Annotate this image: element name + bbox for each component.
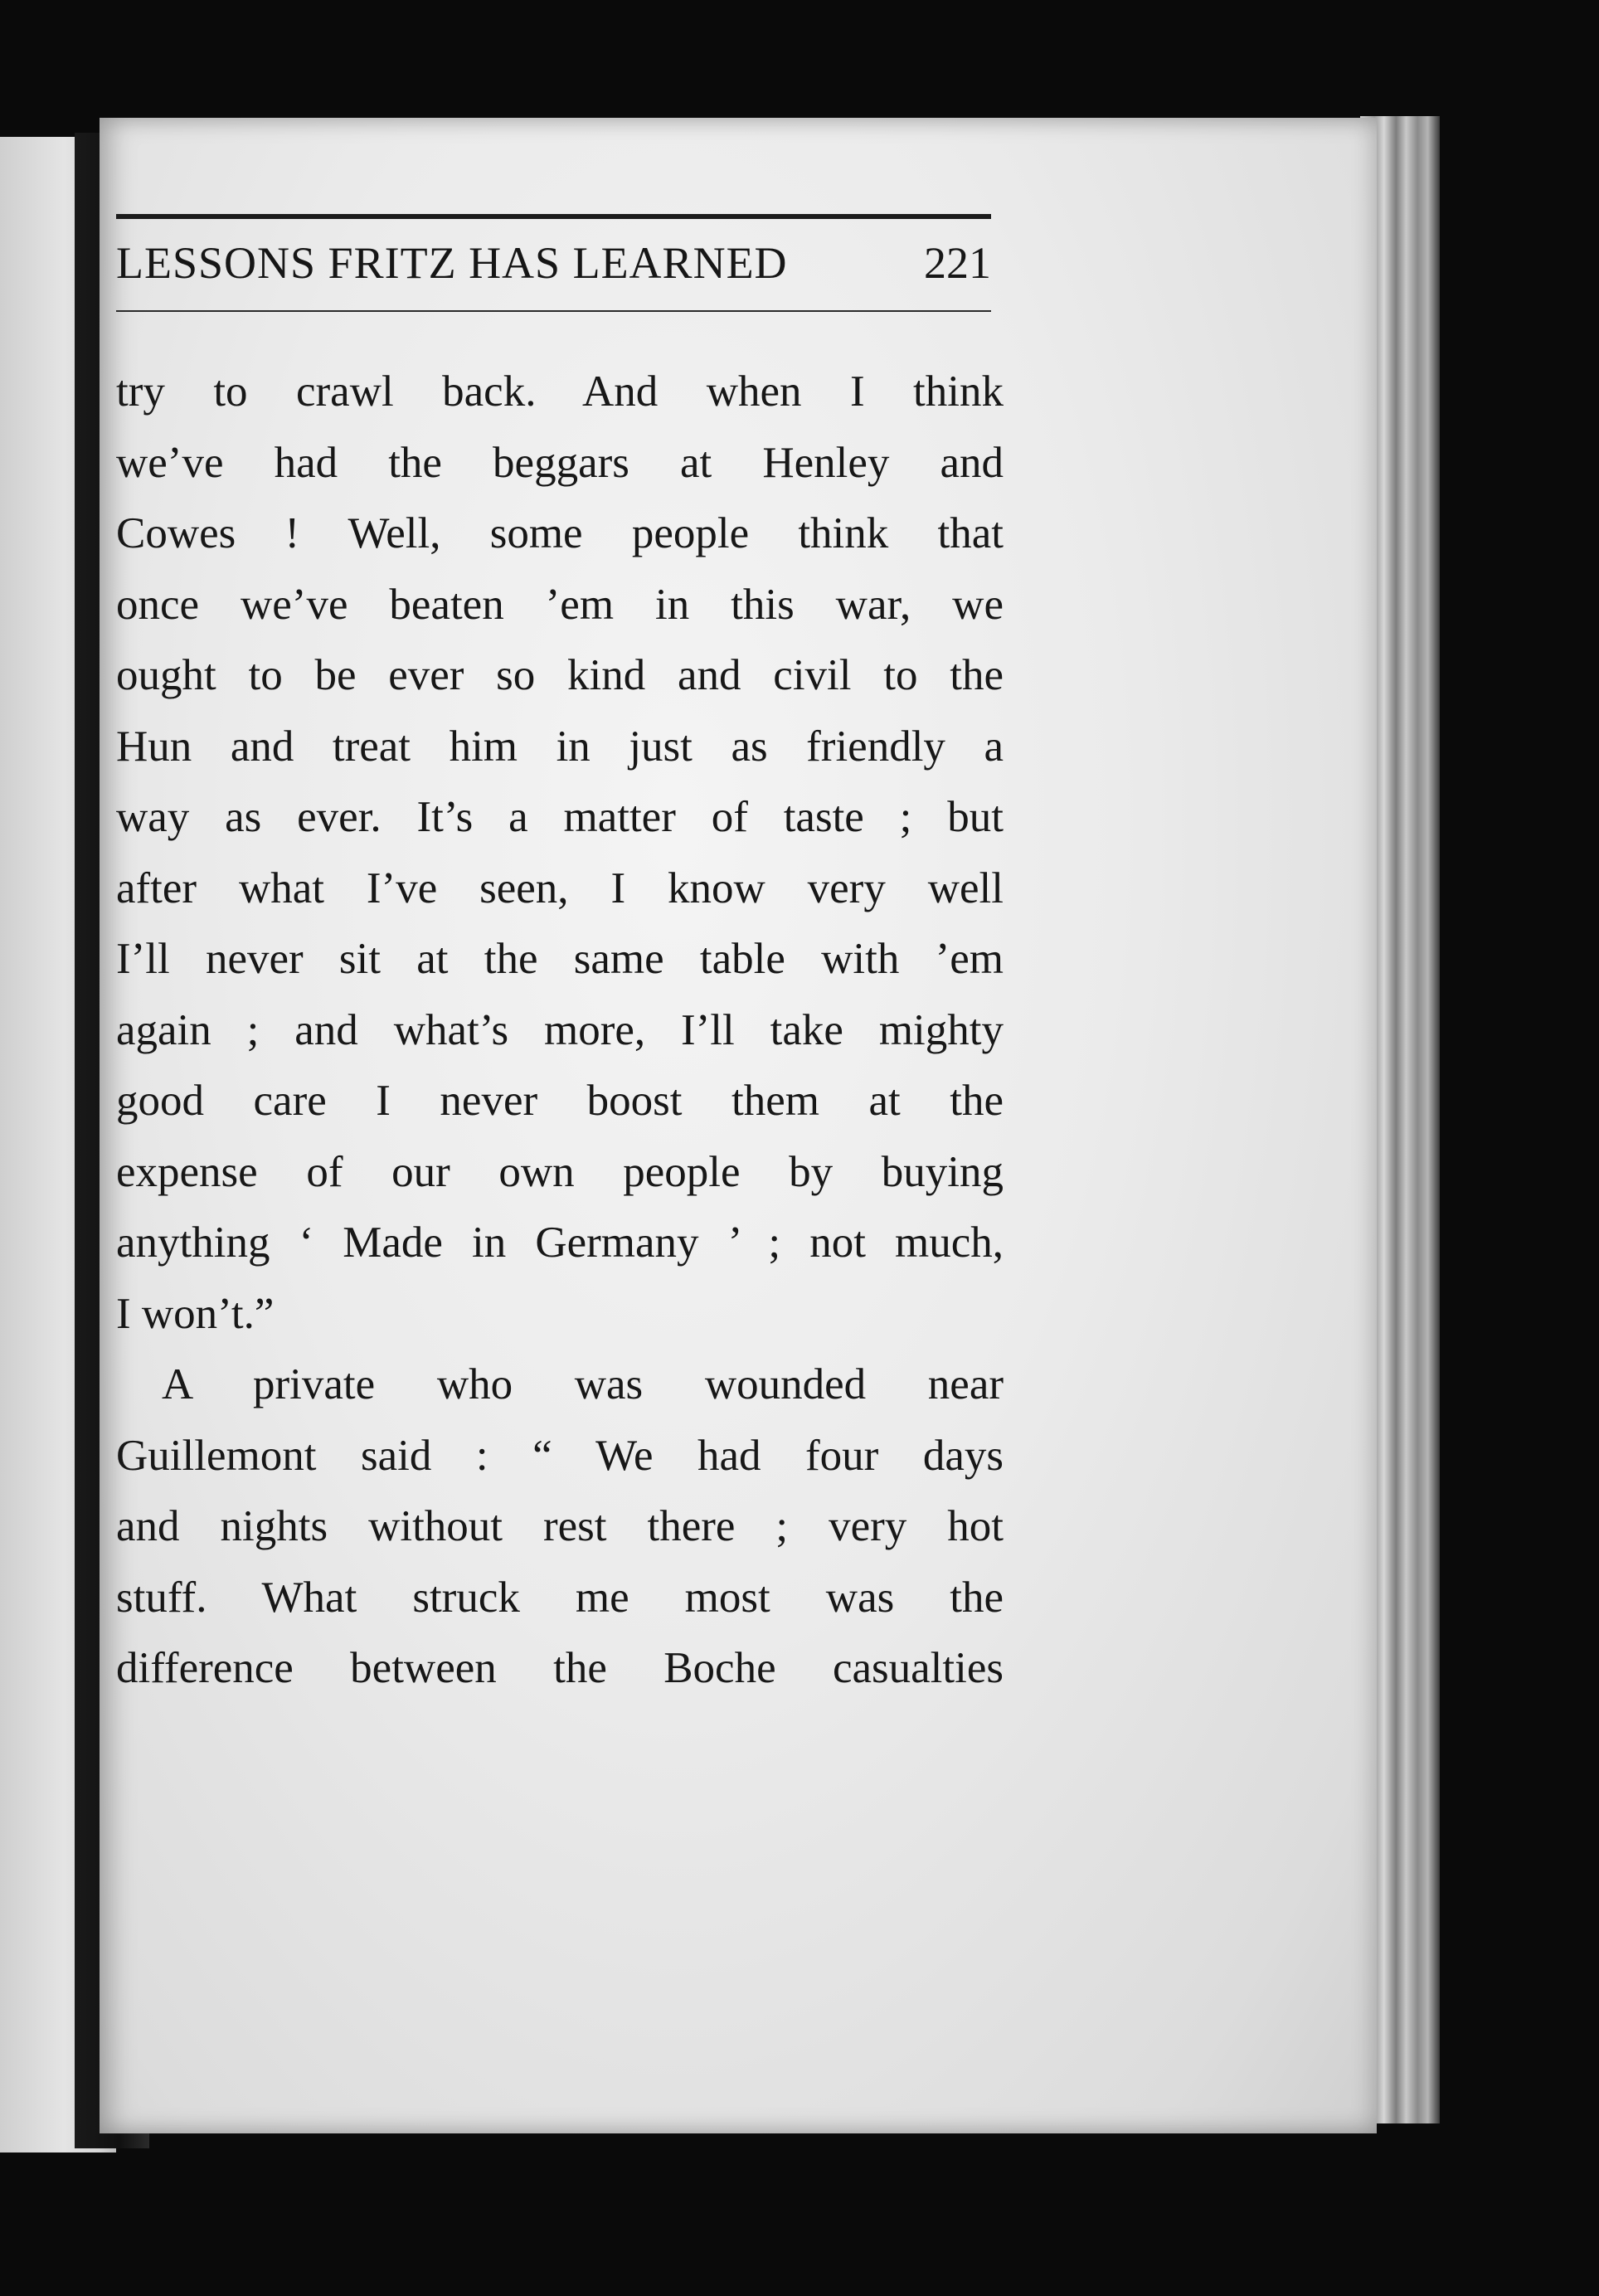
- text-line: ought to be ever so kind and civil to the: [116, 651, 1004, 699]
- text-line: difference between the Boche casualties: [116, 1644, 1004, 1692]
- text-line: once we’ve beaten ’em in this war, we: [116, 580, 1004, 629]
- text-line: Guillemont said : “ We had four days: [116, 1431, 1004, 1480]
- text-line: again ; and what’s more, I’ll take mighty: [116, 1005, 1004, 1054]
- running-header: [116, 214, 991, 312]
- text-line: expense of our own people by buying: [116, 1147, 1004, 1196]
- text-line: way as ever. It’s a matter of taste ; but: [116, 793, 1004, 841]
- text-line: stuff. What struck me most was the: [116, 1573, 1004, 1622]
- text-line: good care I never boost them at the: [116, 1077, 1004, 1125]
- paragraph-start-line: A private who was wounded near: [162, 1360, 1004, 1408]
- page-number: 221: [924, 238, 991, 288]
- text-line: we’ve had the beggars at Henley and: [116, 438, 1004, 487]
- text-line: I’ll never sit at the same table with ’em: [116, 935, 1004, 983]
- text-line: Hun and treat him in just as friendly a: [116, 722, 1004, 771]
- body-text: [116, 357, 1004, 1705]
- text-line: and nights without rest there ; very hot: [116, 1502, 1004, 1550]
- text-line: after what I’ve seen, I know very well: [116, 863, 1004, 912]
- text-line: try to crawl back. And when I think: [116, 367, 1004, 416]
- paragraph-end-line: I won’t.”: [116, 1289, 275, 1338]
- text-line: Cowes ! Well, some people think that: [116, 509, 1004, 557]
- running-title: LESSONS FRITZ HAS LEARNED: [116, 238, 788, 288]
- text-line: anything ‘ Made in Germany ’ ; not much,: [116, 1219, 1004, 1267]
